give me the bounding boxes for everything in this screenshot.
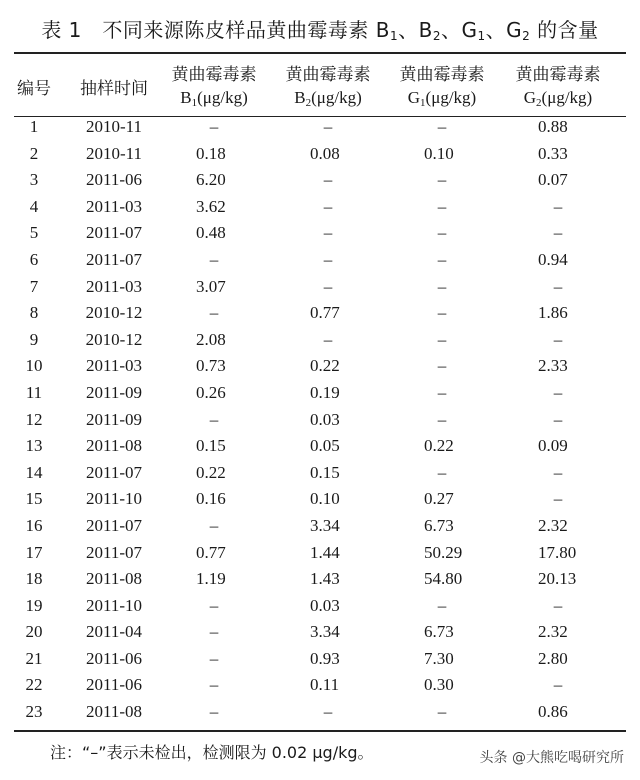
cell-g1: – bbox=[437, 276, 447, 296]
cell-id: 8 bbox=[29, 303, 39, 323]
cell-b1: – bbox=[209, 117, 219, 136]
cell-b2: 0.11 bbox=[310, 675, 340, 695]
cell-g2: – bbox=[553, 462, 563, 482]
cell-b1: 0.26 bbox=[196, 382, 226, 402]
cell-b1: 1.19 bbox=[196, 569, 226, 589]
table-top-rule bbox=[14, 52, 626, 54]
cell-b1: 2.08 bbox=[196, 329, 226, 349]
cell-date: 2011-07 bbox=[85, 249, 143, 269]
cell-id: 5 bbox=[29, 223, 39, 243]
cell-b1: – bbox=[209, 303, 219, 323]
cell-b1: – bbox=[209, 595, 219, 615]
cell-id: 11 bbox=[25, 382, 43, 402]
cell-g1: 7.30 bbox=[424, 648, 454, 668]
table-title: 表 1 不同来源陈皮样品黄曲霉毒素 $B_1$、$B_2$、$G_1$、$G_2$ 的含量 bbox=[41, 18, 599, 43]
cell-g1: 0.10 bbox=[424, 143, 454, 163]
cell-g1: 0.27 bbox=[424, 489, 454, 509]
cell-g2: 0.07 bbox=[538, 170, 568, 190]
cell-g2: – bbox=[553, 409, 563, 429]
cell-b1: – bbox=[209, 648, 219, 668]
cell-b2: 0.22 bbox=[310, 356, 340, 376]
cell-b2: 0.03 bbox=[310, 409, 340, 429]
table-row bbox=[0, 381, 640, 408]
cell-date: 2011-06 bbox=[85, 170, 143, 190]
cell-id: 10 bbox=[25, 356, 43, 376]
table-row bbox=[0, 647, 640, 674]
cell-g1: – bbox=[437, 196, 447, 216]
cell-date: 2011-07 bbox=[85, 542, 143, 562]
cell-id: 13 bbox=[25, 436, 43, 456]
cell-g1: – bbox=[437, 409, 447, 429]
cell-date: 2011-06 bbox=[85, 675, 143, 695]
cell-date: 2011-10 bbox=[85, 489, 143, 509]
cell-b2: – bbox=[323, 223, 333, 243]
cell-date: 2010-11 bbox=[85, 117, 143, 136]
table-row bbox=[0, 195, 640, 222]
table-row bbox=[0, 142, 640, 169]
table-row bbox=[0, 301, 640, 328]
cell-id: 18 bbox=[25, 569, 43, 589]
table-row bbox=[0, 514, 640, 541]
cell-date: 2011-04 bbox=[85, 622, 143, 642]
cell-id: 4 bbox=[29, 196, 39, 216]
header-id: 编号 bbox=[17, 79, 51, 99]
cell-id: 23 bbox=[25, 702, 43, 722]
cell-b1: 0.73 bbox=[196, 356, 226, 376]
cell-g2: 2.32 bbox=[538, 622, 568, 642]
cell-g2: – bbox=[553, 276, 563, 296]
table-row bbox=[0, 461, 640, 488]
table-row bbox=[0, 434, 640, 461]
cell-date: 2010-12 bbox=[85, 303, 143, 323]
watermark-text: 头条 @大熊吃喝研究所 bbox=[479, 750, 624, 766]
cell-b1: – bbox=[209, 515, 219, 535]
cell-g2: 0.09 bbox=[538, 436, 568, 456]
cell-date: 2011-03 bbox=[85, 276, 143, 296]
table-row bbox=[0, 567, 640, 594]
cell-g1: – bbox=[437, 702, 447, 722]
table-row bbox=[0, 594, 640, 621]
table-bottom-rule bbox=[14, 730, 626, 732]
cell-b1: 6.20 bbox=[196, 170, 226, 190]
cell-id: 14 bbox=[25, 462, 43, 482]
cell-g1: – bbox=[437, 223, 447, 243]
header-g1: 黄曲霉毒素 $G_1(\mu g/kg)$ bbox=[399, 65, 485, 109]
table-row bbox=[0, 168, 640, 195]
cell-b1: – bbox=[209, 622, 219, 642]
cell-g1: – bbox=[437, 117, 447, 136]
header-g2: 黄曲霉毒素 $G_2(\mu g/kg)$ bbox=[515, 65, 601, 109]
cell-id: 16 bbox=[25, 515, 43, 535]
cell-g2: 0.94 bbox=[538, 249, 568, 269]
cell-b1: 0.77 bbox=[196, 542, 226, 562]
cell-b2: – bbox=[323, 276, 333, 296]
cell-date: 2011-10 bbox=[85, 595, 143, 615]
table-row bbox=[0, 354, 640, 381]
cell-date: 2011-07 bbox=[85, 515, 143, 535]
cell-b2: 0.03 bbox=[310, 595, 340, 615]
cell-g1: – bbox=[437, 329, 447, 349]
table-row bbox=[0, 487, 640, 514]
table-row bbox=[0, 221, 640, 248]
cell-b1: 0.15 bbox=[196, 436, 226, 456]
table-body bbox=[0, 115, 640, 727]
cell-b1: – bbox=[209, 409, 219, 429]
cell-b1: 0.48 bbox=[196, 223, 226, 243]
cell-g2: – bbox=[553, 675, 563, 695]
table-row bbox=[0, 328, 640, 355]
cell-date: 2011-09 bbox=[85, 409, 143, 429]
cell-date: 2011-03 bbox=[85, 356, 143, 376]
cell-b2: – bbox=[323, 249, 333, 269]
cell-g2: – bbox=[553, 329, 563, 349]
cell-g2: 0.33 bbox=[538, 143, 568, 163]
cell-id: 15 bbox=[25, 489, 43, 509]
cell-g2: – bbox=[553, 595, 563, 615]
cell-g2: 17.80 bbox=[538, 542, 577, 562]
cell-g2: 2.32 bbox=[538, 515, 568, 535]
header-b2: 黄曲霉毒素 $B_2(\mu g/kg)$ bbox=[285, 65, 371, 109]
cell-g2: – bbox=[553, 196, 563, 216]
cell-b2: – bbox=[323, 117, 333, 136]
cell-g1: 6.73 bbox=[424, 622, 454, 642]
cell-g1: – bbox=[437, 303, 447, 323]
cell-id: 20 bbox=[25, 622, 43, 642]
cell-g1: 0.22 bbox=[424, 436, 454, 456]
cell-date: 2011-08 bbox=[85, 436, 143, 456]
cell-id: 22 bbox=[25, 675, 43, 695]
cell-b2: 0.77 bbox=[310, 303, 340, 323]
cell-b2: 1.44 bbox=[310, 542, 340, 562]
table-row bbox=[0, 248, 640, 275]
cell-g2: 2.33 bbox=[538, 356, 568, 376]
cell-id: 6 bbox=[29, 249, 39, 269]
cell-b2: – bbox=[323, 702, 333, 722]
cell-id: 2 bbox=[29, 143, 39, 163]
header-date: 抽样时间 bbox=[80, 79, 148, 99]
cell-date: 2010-11 bbox=[85, 143, 143, 163]
cell-b2: 0.10 bbox=[310, 489, 340, 509]
cell-g1: – bbox=[437, 382, 447, 402]
cell-date: 2011-08 bbox=[85, 702, 143, 722]
cell-g1: 0.30 bbox=[424, 675, 454, 695]
table-row bbox=[0, 275, 640, 302]
header-b1: 黄曲霉毒素 $B_1(\mu g/kg)$ bbox=[171, 65, 257, 109]
cell-date: 2010-12 bbox=[85, 329, 143, 349]
cell-b2: 0.15 bbox=[310, 462, 340, 482]
table-row bbox=[0, 541, 640, 568]
table-row bbox=[0, 620, 640, 647]
cell-g2: 20.13 bbox=[538, 569, 577, 589]
cell-id: 21 bbox=[25, 648, 43, 668]
cell-id: 17 bbox=[25, 542, 43, 562]
cell-b2: 0.08 bbox=[310, 143, 340, 163]
cell-b1: – bbox=[209, 675, 219, 695]
cell-date: 2011-07 bbox=[85, 462, 143, 482]
cell-g1: 50.29 bbox=[424, 542, 463, 562]
cell-g1: – bbox=[437, 462, 447, 482]
cell-b2: 1.43 bbox=[310, 569, 340, 589]
cell-g1: – bbox=[437, 595, 447, 615]
cell-g1: – bbox=[437, 249, 447, 269]
cell-id: 3 bbox=[29, 170, 39, 190]
table-row bbox=[0, 673, 640, 700]
cell-b1: 0.16 bbox=[196, 489, 226, 509]
cell-g1: – bbox=[437, 170, 447, 190]
cell-id: 12 bbox=[25, 409, 43, 429]
cell-date: 2011-03 bbox=[85, 196, 143, 216]
cell-b1: – bbox=[209, 249, 219, 269]
cell-id: 1 bbox=[29, 117, 39, 136]
cell-g2: – bbox=[553, 382, 563, 402]
cell-b1: 0.18 bbox=[196, 143, 226, 163]
table-row bbox=[0, 115, 640, 142]
cell-date: 2011-06 bbox=[85, 648, 143, 668]
cell-b2: 3.34 bbox=[310, 515, 340, 535]
cell-b2: – bbox=[323, 170, 333, 190]
cell-b2: 3.34 bbox=[310, 622, 340, 642]
cell-b1: 3.62 bbox=[196, 196, 226, 216]
cell-b2: 0.93 bbox=[310, 648, 340, 668]
cell-g1: – bbox=[437, 356, 447, 376]
cell-b2: – bbox=[323, 329, 333, 349]
cell-g2: 0.88 bbox=[538, 117, 568, 136]
cell-b2: – bbox=[323, 196, 333, 216]
cell-g2: 1.86 bbox=[538, 303, 568, 323]
cell-date: 2011-08 bbox=[85, 569, 143, 589]
cell-date: 2011-09 bbox=[85, 382, 143, 402]
cell-b1: 0.22 bbox=[196, 462, 226, 482]
table-row bbox=[0, 408, 640, 435]
cell-b1: – bbox=[209, 702, 219, 722]
cell-g1: 54.80 bbox=[424, 569, 463, 589]
cell-g2: 0.86 bbox=[538, 702, 568, 722]
cell-b2: 0.19 bbox=[310, 382, 340, 402]
cell-id: 19 bbox=[25, 595, 43, 615]
cell-g1: 6.73 bbox=[424, 515, 454, 535]
cell-g2: – bbox=[553, 223, 563, 243]
cell-date: 2011-07 bbox=[85, 223, 143, 243]
cell-g2: 2.80 bbox=[538, 648, 568, 668]
cell-id: 7 bbox=[29, 276, 39, 296]
cell-id: 9 bbox=[29, 329, 39, 349]
cell-g2: – bbox=[553, 489, 563, 509]
cell-b2: 0.05 bbox=[310, 436, 340, 456]
table-row bbox=[0, 700, 640, 727]
cell-b1: 3.07 bbox=[196, 276, 226, 296]
table-footnote: 注：“–”表示未检出，检测限为 0.02 μg/kg。 bbox=[50, 743, 374, 762]
